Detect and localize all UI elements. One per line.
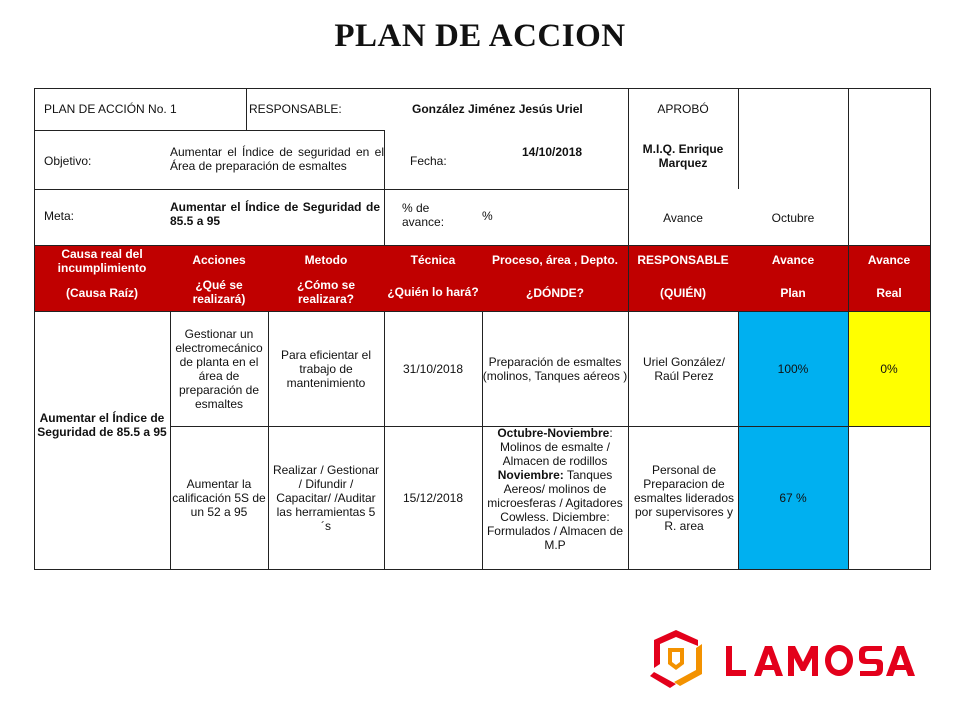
column-header-tecnica: Técnica xyxy=(410,253,456,267)
row-2-metodo: Realizar / Gestionar / Difundir / Capacitar/ /Auditar las herramientas 5 ´s xyxy=(272,463,380,533)
row-2-proceso-text-1: : Molinos de esmalte / Almacen de rodillos xyxy=(499,426,613,468)
column-header-plan: Plan xyxy=(780,286,806,300)
column-header-acciones: Acciones xyxy=(192,253,246,267)
grid-line xyxy=(34,130,384,131)
meta-value: Aumentar el Índice de Seguridad de 85.5 a 95 xyxy=(170,200,380,228)
aprobo-label: APROBÓ xyxy=(657,102,709,116)
column-header-proceso: Proceso, área , Depto. xyxy=(491,253,619,267)
row-1-accion: Gestionar un electromecánico de planta en el área de preparación de esmaltes xyxy=(175,327,263,411)
causa-value: Aumentar el Índice de Seguridad de 85.5 a 95 xyxy=(37,411,167,439)
grid-line xyxy=(268,311,269,570)
objetivo-label: Objetivo: xyxy=(44,154,92,168)
grid-line xyxy=(930,88,931,570)
row-2-tecnica: 15/12/2018 xyxy=(402,491,464,505)
row-1-proceso: Preparación de esmaltes (molinos, Tanques aéreos ) xyxy=(482,355,628,383)
grid-line xyxy=(34,88,35,570)
row-2-proceso xyxy=(482,426,628,568)
column-header-causa: Causa real del incumplimiento xyxy=(57,247,147,275)
fecha-label: Fecha: xyxy=(410,154,447,168)
column-header-causa-sub: (Causa Raíz) xyxy=(65,286,139,300)
fecha-value: 14/10/2018 xyxy=(522,145,583,159)
column-header-responsable: RESPONSABLE xyxy=(637,253,729,267)
row-2-proceso-bold-1: Octubre-Noviembre xyxy=(497,426,610,440)
grid-line xyxy=(246,88,247,130)
row-2-plan: 67 % xyxy=(779,491,807,505)
row-2-accion: Aumentar la calificación 5S de un 52 a 95 xyxy=(172,477,266,519)
grid-line xyxy=(34,189,628,190)
month-value: Octubre xyxy=(771,211,815,225)
row-2-responsable: Personal de Preparacion de esmaltes liderados por supervisores y R. area xyxy=(633,463,735,533)
lamosa-logo-wordmark xyxy=(726,645,915,676)
row-1-real: 0% xyxy=(880,362,898,376)
row-1-responsable: Uriel González/ Raúl Perez xyxy=(642,355,726,383)
row-2-proceso-text-3: Diciembre: Formulados / Almacen de M.P xyxy=(486,510,624,552)
meta-label: Meta: xyxy=(44,209,75,223)
column-header-avance-plan: Avance xyxy=(771,253,815,267)
row-1-metodo: Para eficientar el trabajo de mantenimiento xyxy=(280,348,372,390)
responsable-value: González Jiménez Jesús Uriel xyxy=(412,102,583,116)
row-2-proceso-bold-2: Noviembre: xyxy=(497,468,564,482)
column-header-responsable-sub: (QUIÉN) xyxy=(660,286,706,300)
grid-line xyxy=(384,130,385,245)
row-1-plan: 100% xyxy=(777,362,809,376)
column-header-avance-real: Avance xyxy=(867,253,911,267)
column-header-real: Real xyxy=(876,286,902,300)
column-header-tecnica-sub: ¿Quién lo hará? xyxy=(387,285,479,299)
grid-line xyxy=(738,88,739,189)
row-2-proceso-text-2: Tanques Aereos/ molinos de microesferas / Agitadores Cowless. xyxy=(487,468,623,524)
column-header-metodo: Metodo xyxy=(304,253,348,267)
plan-number-label: PLAN DE ACCIÓN No. 1 xyxy=(44,102,177,116)
aprobo-value: M.I.Q. Enrique Marquez xyxy=(642,142,724,170)
column-header-proceso-sub: ¿DÓNDE? xyxy=(526,286,584,300)
row-1-tecnica: 31/10/2018 xyxy=(402,362,464,376)
column-header-metodo-sub: ¿Cómo se realizara? xyxy=(296,278,355,306)
lamosa-logo-mark xyxy=(650,630,702,688)
avance-label: Avance xyxy=(663,211,703,225)
page-title: PLAN DE ACCION xyxy=(334,18,626,54)
avance-pct-label: % de avance: xyxy=(402,201,445,229)
row-2-real xyxy=(848,428,930,568)
responsable-label: RESPONSABLE: xyxy=(249,102,342,116)
lamosa-logo xyxy=(650,628,920,688)
objetivo-value: Aumentar el Índice de seguridad en el Área de preparación de esmaltes xyxy=(170,145,384,173)
grid-line xyxy=(34,88,931,89)
column-header-acciones-sub: ¿Qué se realizará) xyxy=(192,278,246,306)
avance-pct-value: % xyxy=(482,209,493,223)
